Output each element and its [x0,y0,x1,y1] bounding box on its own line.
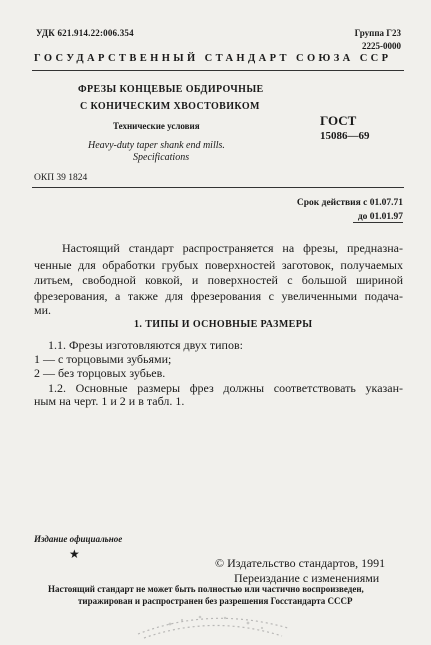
section-item: 1 — с торцовыми зубьями; [34,352,172,366]
validity-end: до 01.01.97 [357,212,403,222]
reissue-note: Переиздание с изменениями [234,571,380,585]
udk-code: УДК 621.914.22:006.354 [36,28,134,38]
document-subtitle: Технические условия [113,121,200,131]
intro-paragraph-line: Настоящий стандарт распространяется на фрезы, предназна- [62,241,403,255]
document-title-line-1: ФРЕЗЫ КОНЦЕВЫЕ ОБДИРОЧНЫЕ [78,84,264,95]
reproduction-notice-line-2: тиражирован и распространен без разрешения Госстандарта СССР [78,596,353,606]
english-title-line-1: Heavy-duty taper shank end mills. [88,140,225,151]
section-title: 1. ТИПЫ И ОСНОВНЫЕ РАЗМЕРЫ [134,319,313,330]
star-icon: ★ [69,547,80,561]
intro-paragraph-line: фрезерования, а также для фрезерования с увеличенными подача- [34,289,403,303]
section-item: 2 — без торцовых зубьев. [34,366,166,380]
reproduction-notice-line-1: Настоящий стандарт не может быть полностью или частично воспроизведен, [48,584,364,594]
header-divider [32,70,404,71]
library-stamp-icon [130,604,295,640]
okp-divider [32,187,404,188]
section-item: ным на черт. 1 и 2 и в табл. 1. [34,394,185,408]
group-number: 2225-0000 [362,41,401,51]
intro-paragraph-line: ми. [34,303,52,317]
gost-number: 15086—69 [320,130,370,142]
official-edition-label: Издание официальное [34,534,123,544]
english-title-line-2: Specifications [133,152,190,163]
state-standard-heading: ГОСУДАРСТВЕННЫЙ СТАНДАРТ СОЮЗА ССР [34,53,392,64]
validity-underline [353,222,403,223]
validity-start: Срок действия с 01.07.71 [296,198,403,208]
okp-code: ОКП 39 1824 [34,173,88,183]
document-title-line-2: С КОНИЧЕСКИМ ХВОСТОВИКОМ [80,101,260,112]
group-code: Группа Г23 [354,28,401,38]
section-item: 1.2. Основные размеры фрез должны соответствовать указан- [48,381,403,395]
copyright-line: © Издательство стандартов, 1991 [215,556,386,570]
section-item: 1.1. Фрезы изготовляются двух типов: [48,338,243,352]
intro-paragraph-line: ченные для обработки грубых поверхностей заготовок, получаемых [34,258,403,272]
intro-paragraph-line: литьем, свободной ковкой, и поверхностей с большой шириной [34,273,403,287]
gost-label: ГОСТ [320,113,357,128]
